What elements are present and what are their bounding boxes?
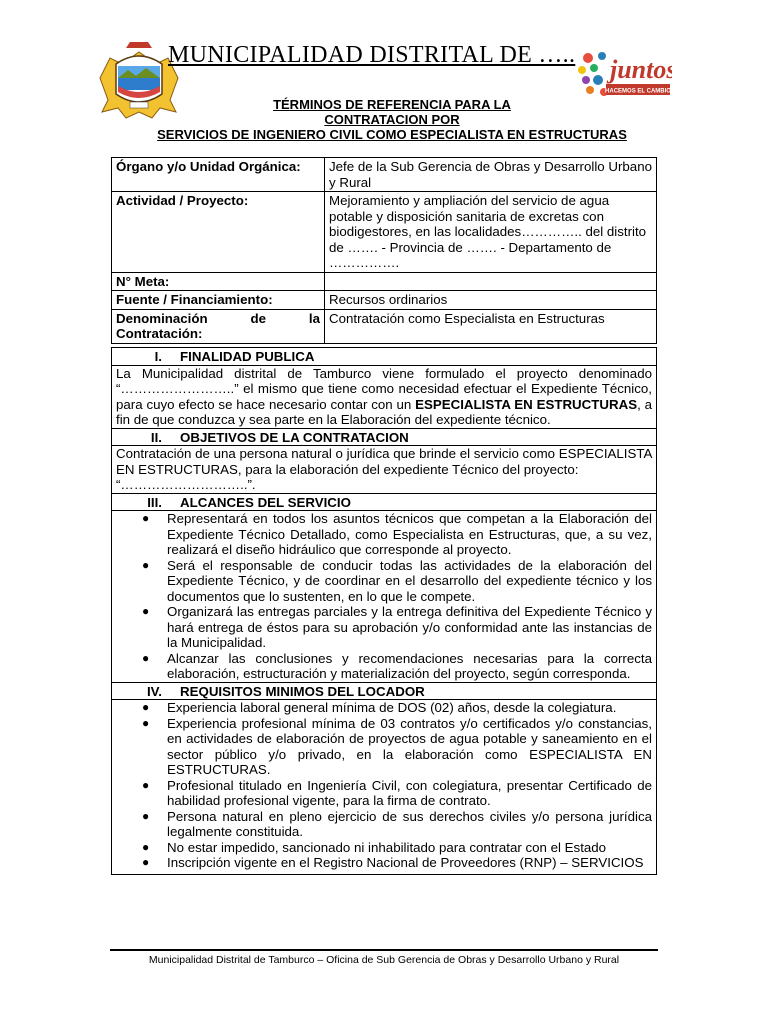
section-text-bold: ESPECIALISTA EN ESTRUCTURAS (415, 396, 638, 412)
list-item: ● Representará en todos los asuntos técnicos que competan a la Elaboración del Expediente Técnico Detallado, como Especialista en Estructuras, que, a su vez, realizará el diseño hidráulico que corresponde al proyecto. (142, 511, 652, 557)
heading-line-2: CONTRATACION POR (324, 112, 460, 127)
document-header (0, 0, 768, 150)
bullet-icon: ● (142, 808, 150, 823)
info-label: N° Meta: (112, 272, 325, 291)
bullet-icon: ● (142, 715, 150, 730)
bullet-icon: ● (142, 557, 150, 572)
info-row (112, 158, 657, 192)
info-row (112, 272, 657, 291)
sections-table (111, 347, 657, 875)
info-row (112, 192, 657, 273)
section-text: , a fin de que conduzca y sea parte en la Elaboración del expediente técnico. (116, 396, 653, 427)
info-row (112, 291, 657, 310)
bullet-icon: ● (142, 604, 150, 618)
section-heading (112, 428, 657, 446)
section-body (112, 700, 657, 875)
info-label: Denominación de la Contratación: (112, 309, 325, 343)
list-item: ● No estar impedido, sancionado ni inhabilitado para contratar con el Estado (142, 839, 607, 855)
info-value: Jefe de la Sub Gerencia de Obras y Desarrollo Urbano y Rural (325, 158, 657, 192)
section-number: II. (150, 429, 162, 445)
section-body (112, 511, 657, 683)
info-value: Mejoramiento y ampliación del servicio de agua potable y disposición sanitaria de excretas con biodigestores, en las localidades………….. del distrito de ……. - Provincia de ……. - Departamento de ……………. (325, 192, 657, 273)
page-title: MUNICIPALIDAD DISTRITAL DE ….. (168, 42, 576, 68)
section-heading (112, 493, 657, 511)
section-body (112, 365, 657, 428)
info-table (111, 157, 657, 344)
info-label: Órgano y/o Unidad Orgánica: (112, 158, 325, 192)
page-footer: Municipalidad Distrital de Tamburco – Oficina de Sub Gerencia de Obras y Desarrollo Urbano y Rural (148, 954, 620, 966)
section-body (112, 446, 657, 494)
list-item: ● Experiencia profesional mínima de 03 contratos y/o certificados y/o constancias, en actividades de elaboración de proyectos de agua potable y saneamiento en el sector público y/o privado, en la elaboración como ESPECIALISTA EN ESTRUCTURAS. (142, 715, 652, 777)
list-item: ● Alcanzar las conclusiones y recomendaciones necesarias para la correcta elaboración, estructuración y materialización del proyecto, según corresponda. (142, 650, 652, 681)
bullet-icon: ● (142, 650, 150, 665)
list-item: ● Profesional titulado en Ingeniería Civil, con colegiatura, presentar Certificado de habilidad profesional vigente, para la firma de contrato. (142, 777, 652, 808)
section-number: IV. (146, 683, 162, 699)
section-title: FINALIDAD PUBLICA (180, 349, 315, 364)
bullet-icon: ● (142, 855, 150, 869)
footer-divider (110, 949, 658, 951)
heading-line-3: SERVICIOS DE INGENIERO CIVIL COMO ESPECIALISTA EN ESTRUCTURAS (157, 127, 627, 142)
section-title: REQUISITOS MINIMOS DEL LOCADOR (180, 683, 425, 699)
section-number: III. (147, 494, 162, 510)
bullet-icon: ● (142, 777, 150, 792)
section-heading (112, 682, 657, 700)
bullet-list (116, 700, 652, 871)
list-item: ● Inscripción vigente en el Registro Nacional de Proveedores (RNP) – SERVICIOS (142, 855, 644, 870)
heading-line-1: TÉRMINOS DE REFERENCIA PARA LA (273, 97, 511, 112)
juntos-logo-text: juntos (610, 55, 672, 84)
section-text: Contratación de una persona natural o jurídica que brinde el servicio como ESPECIALISTA EN ESTRUCTURAS, para la elaboración del expediente Técnico del proyecto: “………………………..”. (116, 446, 652, 492)
bullet-icon: ● (142, 700, 150, 714)
section-number: I. (154, 349, 162, 364)
section-heading (112, 348, 657, 366)
section-title: OBJETIVOS DE LA CONTRATACION (180, 429, 409, 445)
list-item: ● Experiencia laboral general mínima de DOS (02) años, desde la colegiatura. (142, 700, 617, 715)
info-label: Actividad / Proyecto: (112, 192, 325, 273)
info-value: Contratación como Especialista en Estructuras (325, 309, 657, 343)
list-item: ● Será el responsable de conducir todas las actividades de la elaboración del Expediente Técnico, y de coordinar en el desarrollo del expediente técnico y los documentos que lo sustenten, en lo que le compete. (142, 557, 652, 604)
bullet-list (116, 511, 652, 682)
section-text: La Municipalidad distrital de Tamburco viene formulado el proyecto denominado “……………………..” el mismo que tiene como necesidad efectuar el Expediente Técnico, para cuyo efecto se hace necesario contar con un (116, 365, 652, 412)
bullet-icon: ● (142, 511, 150, 525)
bullet-icon: ● (142, 839, 150, 854)
info-value: Recursos ordinarios (325, 291, 657, 310)
info-row (112, 309, 657, 343)
list-item: ● Persona natural en pleno ejercicio de sus derechos civiles y/o persona jurídica legalmente constituida. (142, 808, 652, 839)
list-item: ● Organizará las entregas parciales y la entrega definitiva del Expediente Técnico y hará entrega de éstos para su aprobación y/o conformidad ante las instancias de la Municipalidad. (142, 604, 652, 650)
section-title: ALCANCES DEL SERVICIO (180, 494, 351, 510)
info-label: Fuente / Financiamiento: (112, 291, 325, 310)
juntos-logo-tagline: HACEMOS EL CAMBIO (605, 88, 671, 95)
info-value (325, 272, 657, 291)
